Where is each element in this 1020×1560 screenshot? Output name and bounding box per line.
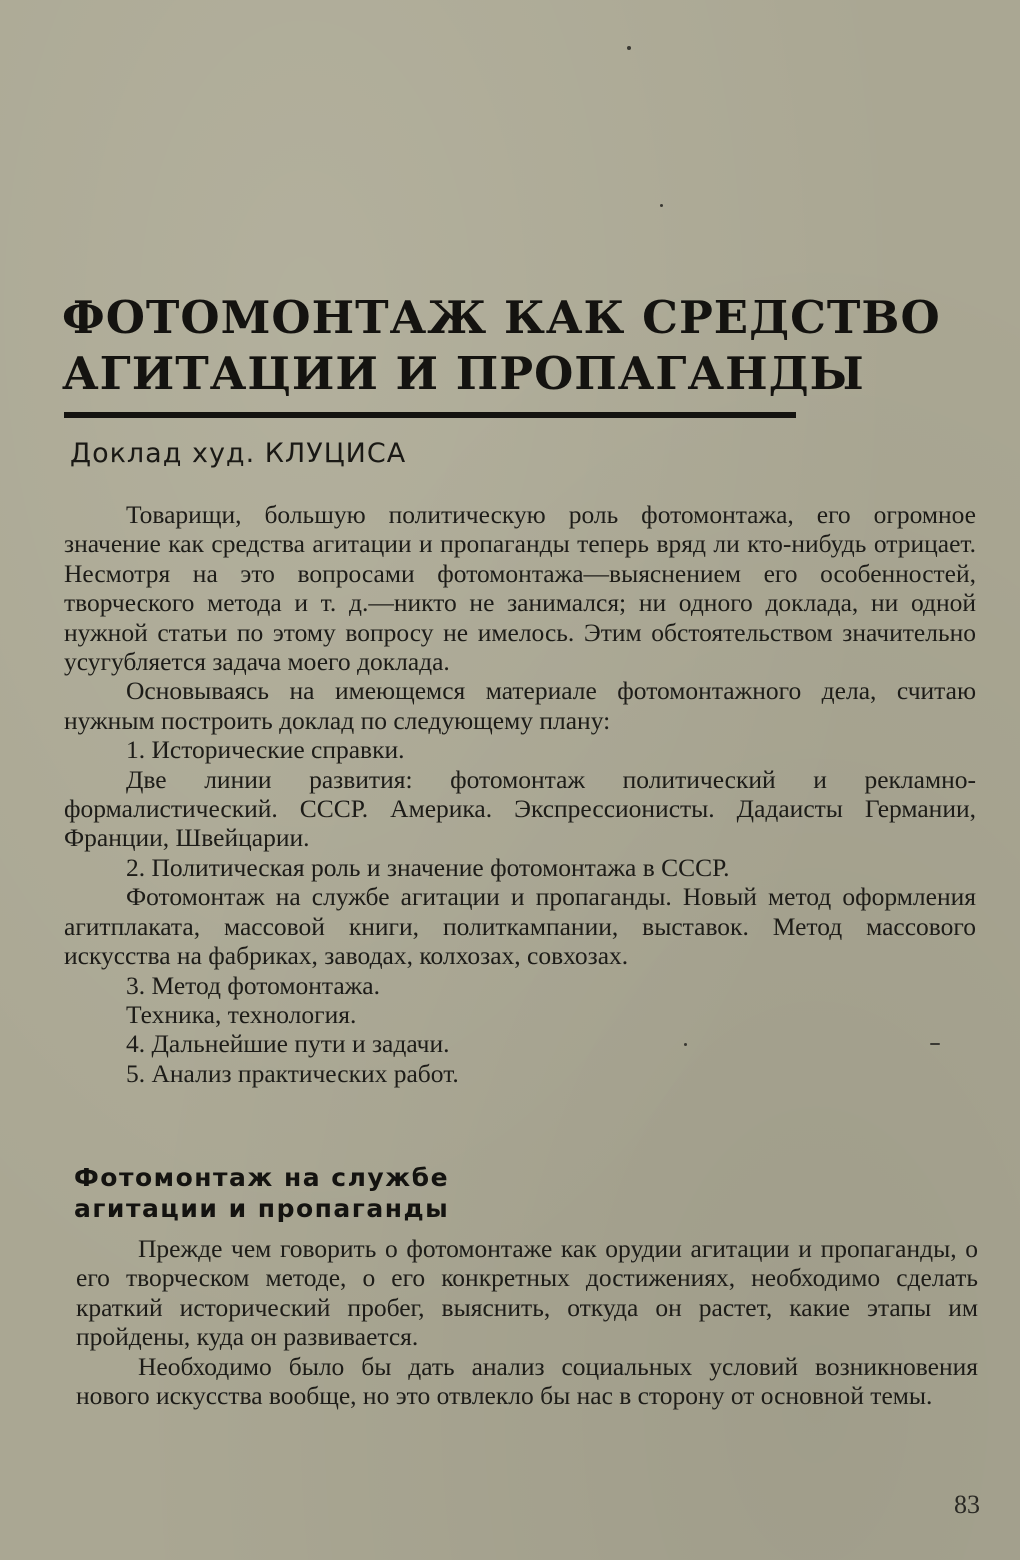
title-underline-rule: [64, 412, 796, 418]
paper-speck: [684, 1043, 687, 1046]
paper-speck: [660, 204, 663, 207]
plan-item-description: Техника, технология.: [126, 999, 357, 1029]
article-title-line-2: АГИТАЦИИ И ПРОПАГАНДЫ: [62, 347, 865, 400]
plan-item: 1. Исторические справки.: [126, 735, 405, 765]
plan-item-description: Фотомонтаж на службе агитации и пропаганды. Новый метод оформления агитплаката, массовой книги, политкампании, выставок. Метод массового искусства на фабриках, заводах, колхозах, совхозах.: [64, 882, 976, 971]
article-title: [62, 290, 941, 402]
plan-item: 4. Дальнейшие пути и задачи.: [126, 1029, 450, 1059]
plan-item: 2. Политическая роль и значение фотомонтажа в СССР.: [126, 852, 730, 882]
plan-item-description: Две линии развития: фотомонтаж политический и рекламно-формалистический. СССР. Америка. Экспрессионисты. Дадаисты Германии, Франции, Швейцарии.: [64, 764, 976, 853]
section-paragraph: Необходимо было бы дать анализ социальных условий возникновения нового искусства вообще, но это отвлекло бы нас в сторону от основной темы.: [76, 1351, 978, 1411]
article-title-line-1: ФОТОМОНТАЖ КАК СРЕДСТВО: [62, 291, 941, 344]
section-heading-line-2: агитации и пропаганды: [74, 1194, 450, 1223]
author-byline: Доклад худ. КЛУЦИСА: [70, 438, 407, 469]
section-heading-line-1: Фотомонтаж на службе: [74, 1163, 450, 1192]
page-number: 83: [954, 1490, 980, 1519]
section-heading: [74, 1162, 449, 1224]
section-text-block: [76, 1234, 978, 1410]
section-paragraph: Прежде чем говорить о фотомонтаже как орудии агитации и пропаганды, о его творческом методе, о его конкретных достижениях, необходимо сделать краткий исторический пробег, выяснить, откуда он растет, какие этапы им пройдены, куда он развивается.: [76, 1234, 978, 1352]
intro-paragraph: Товарищи, большую политическую роль фотомонтажа, его огромное значение как средства агитации и пропаганды теперь вряд ли кто-нибудь отрицает. Несмотря на это вопросами фотомонтажа—выяснением его особенностей, творческого метода и т. д.—никто не занимался; ни одного доклада, ни одной нужной статьи по этому вопросу не имелось. Этим обстоятельством значительно усугубляется задача моего доклада.: [64, 500, 976, 677]
paper-speck: [627, 46, 631, 50]
paper-speck: [930, 1043, 940, 1045]
intro-text-block: [64, 500, 976, 1088]
intro-paragraph: Основываясь на имеющемся материале фотомонтажного дела, считаю нужным построить доклад по следующему плану:: [64, 676, 976, 735]
plan-item: 3. Метод фотомонтажа.: [126, 970, 380, 1000]
plan-item: 5. Анализ практических работ.: [126, 1058, 459, 1088]
